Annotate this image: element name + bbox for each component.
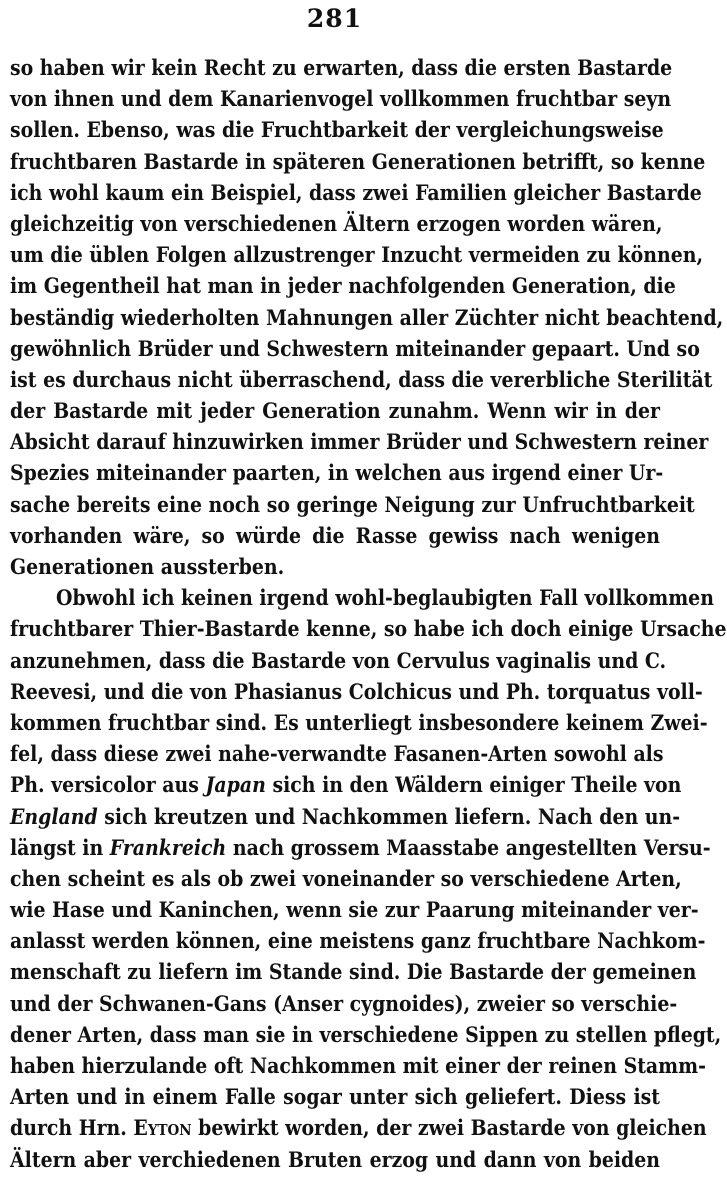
text-line bbox=[10, 1112, 707, 1143]
text-line: gewöhnlich Brüder und Schwestern miteinander gepaart. Und so bbox=[10, 335, 700, 361]
text-line: sollen. Ebenso, was die Fruchtbarkeit der vergleichungsweise bbox=[10, 117, 664, 143]
text-line: menschaft zu liefern im Stande sind. Die Bastarde der gemeinen bbox=[10, 959, 697, 985]
text-segment: bewirkt worden, der zwei Bastarde von gleichen bbox=[198, 1115, 707, 1141]
text-line: Obwohl ich keinen irgend wohl-beglaubigten Fall vollkommen bbox=[56, 585, 714, 611]
text-line: dener Arten, dass man sie in verschiedene Sippen zu stellen pflegt, bbox=[10, 1021, 722, 1047]
text-line: fruchtbarer Thier-Bastarde kenne, so habe ich doch einige Ursache bbox=[10, 616, 727, 642]
italic-place-name: Frankreich bbox=[109, 834, 227, 860]
text-line: so haben wir kein Recht zu erwarten, dass die ersten Bastarde bbox=[10, 55, 673, 80]
text-line: fel, dass diese zwei nahe-verwandte Fasanen-Arten sowohl als bbox=[10, 741, 664, 767]
text-line: und der Schwanen-Gans (Anser cygnoides), zweier so verschie- bbox=[10, 990, 678, 1016]
text-line: wie Hase und Kaninchen, wenn sie zur Paarung miteinander ver- bbox=[10, 897, 699, 923]
text-line: kommen fruchtbar sind. Es unterliegt insbesondere keinem Zwei- bbox=[10, 709, 708, 735]
text-segment: durch Hrn. bbox=[10, 1115, 127, 1141]
text-line: anlasst werden können, eine meistens ganz fruchtbare Nachkom- bbox=[10, 928, 706, 954]
text-line: chen scheint es als ob zwei voneinander so verschiedene Arten, bbox=[10, 865, 682, 891]
text-line: fruchtbaren Bastarde in späteren Generationen betrifft, so kenne bbox=[10, 148, 706, 174]
text-line: ich wohl kaum ein Beispiel, dass zwei Familien gleicher Bastarde bbox=[10, 179, 702, 205]
text-line: im Gegentheil hat man in jeder nachfolgenden Generation, die bbox=[10, 273, 676, 299]
text-segment: nach grossem Maasstabe angestellten Versu- bbox=[232, 834, 711, 860]
text-segment: sich in den Wäldern einiger Theile von bbox=[272, 772, 682, 798]
text-line: anzunehmen, dass die Bastarde von Cervulus vaginalis und C. bbox=[10, 647, 667, 673]
text-line: vorhanden wäre, so würde die Rasse gewiss nach wenigen bbox=[10, 522, 660, 548]
text-line: haben hierzulande oft Nachkommen mit einer der reinen Stamm- bbox=[10, 1053, 707, 1078]
italic-place-name: Japan bbox=[205, 772, 266, 798]
text-line bbox=[10, 801, 681, 832]
text-line: sache bereits eine noch so geringe Neigung zur Unfruchtbarkeit bbox=[10, 491, 695, 517]
text-line: beständig wiederholten Mahnungen aller Züchter nicht beachtend, bbox=[10, 304, 724, 330]
text-line: Reevesi, und die von Phasianus Colchicus und Ph. torquatus voll- bbox=[10, 678, 703, 704]
text-line bbox=[10, 769, 682, 800]
text-line: Generationen aussterben. bbox=[10, 554, 285, 579]
author-name-smallcaps: Eyton bbox=[133, 1115, 192, 1141]
text-line: Spezies miteinander paarten, in welchen aus irgend einer Ur- bbox=[10, 460, 664, 486]
text-line: der Bastarde mit jeder Generation zunahm. Wenn wir in der bbox=[10, 398, 660, 424]
text-line: Arten und in einem Falle sogar unter sich geliefert. Diess ist bbox=[10, 1084, 660, 1110]
text-line: von ihnen und dem Kanarienvogel vollkommen fruchtbar seyn bbox=[10, 86, 672, 112]
page-number: 281 bbox=[306, 4, 363, 33]
text-line: Ältern aber verchiedenen Bruten erzog und dann von beiden bbox=[10, 1146, 660, 1172]
text-line: ist es durchaus nicht überraschend, dass die vererbliche Sterilität bbox=[10, 366, 713, 392]
text-line: um die üblen Folgen allzustrenger Inzucht vermeiden zu können, bbox=[10, 242, 704, 268]
body-text bbox=[10, 52, 727, 1175]
text-segment: Ph. versicolor aus bbox=[10, 772, 199, 798]
text-line bbox=[10, 832, 711, 863]
text-segment: sich kreutzen und Nachkommen liefern. Nach den un- bbox=[104, 803, 681, 829]
text-line: gleichzeitig von verschiedenen Ältern erzogen worden wären, bbox=[10, 210, 663, 236]
italic-place-name: England bbox=[10, 803, 98, 829]
text-segment: längst in bbox=[10, 834, 104, 860]
text-line: Absicht darauf hinzuwirken immer Brüder und Schwestern reiner bbox=[10, 429, 709, 455]
